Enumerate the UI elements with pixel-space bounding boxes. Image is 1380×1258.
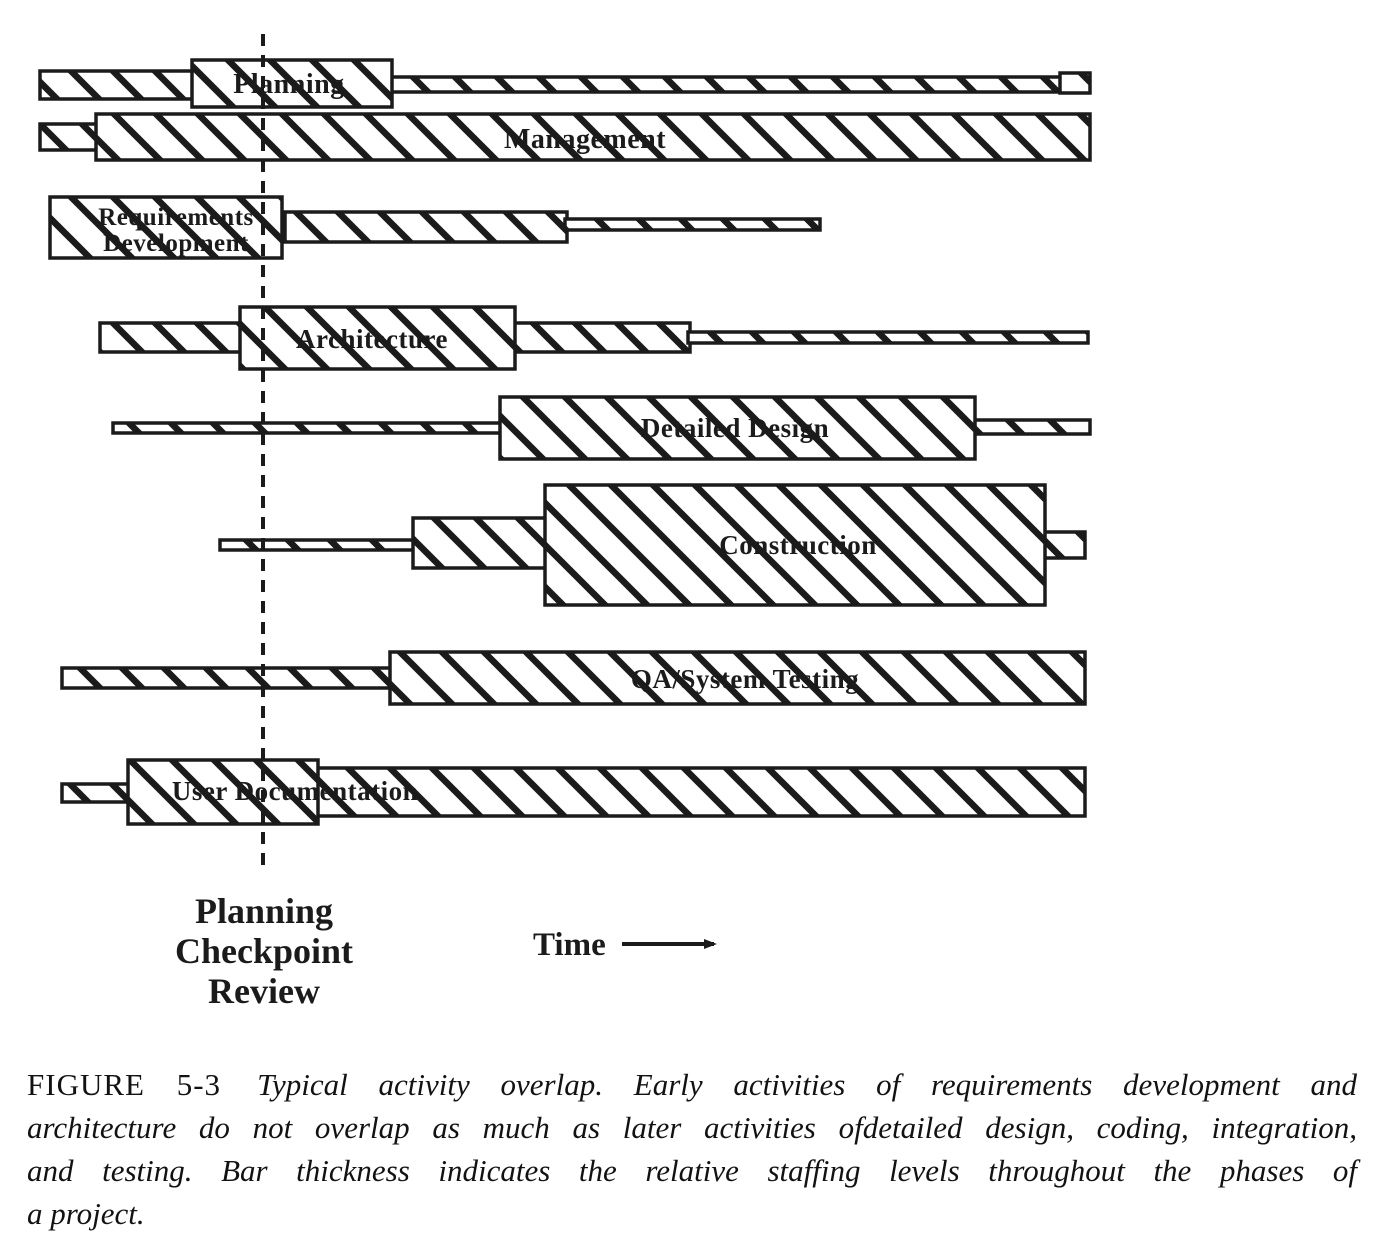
checkpoint-label-line: Planning: [194, 891, 334, 931]
activity-bar-segment: [688, 332, 1088, 343]
time-axis: [533, 927, 714, 963]
activity-label-qa-system-testing: QA/System Testing: [630, 664, 860, 694]
activity-bar-segment: [62, 784, 137, 802]
activity-label-management: Management: [503, 124, 667, 155]
activity-qa-system-testing: [62, 652, 1085, 704]
activity-user-documentation: [62, 760, 1085, 824]
activity-label-user-documentation: User Documentation: [171, 776, 419, 806]
activity-management: [40, 114, 1090, 160]
checkpoint-label-line: Checkpoint: [174, 931, 354, 971]
activity-label-planning: Planning: [233, 69, 345, 100]
activity-bars-layer: [40, 60, 1090, 824]
activity-architecture: [100, 307, 1088, 369]
activity-bar-segment: [1060, 73, 1090, 93]
activity-label-construction: Construction: [719, 530, 877, 560]
activity-bar-segment: [316, 768, 1085, 816]
planning-checkpoint-label: [175, 891, 353, 1011]
activity-label-requirements-development: Development: [103, 230, 249, 257]
activity-bar-segment: [973, 420, 1090, 434]
figure-caption: [27, 1063, 1357, 1235]
activity-bar-segment: [40, 71, 196, 99]
activity-bar-segment: [40, 124, 102, 150]
activity-bar-segment: [113, 423, 503, 433]
caption-line: and testing. Bar thickness indicates the relative staffing levels throughout the phases of: [27, 1153, 1357, 1188]
activity-bar-segment: [285, 212, 567, 242]
activity-bar-segment: [390, 77, 1062, 92]
activity-bar-segment: [220, 540, 420, 550]
activity-bar-segment: [413, 518, 558, 568]
activity-construction: [220, 485, 1085, 605]
caption-line: a project.: [27, 1196, 145, 1231]
caption-text: Typical activity overlap. Early activities of requirements development and: [257, 1067, 1357, 1102]
checkpoint-label-line: Review: [208, 971, 320, 1011]
time-axis-label: Time: [533, 927, 606, 963]
caption-line: architecture do not overlap as much as later activities ofdetailed design, coding, integration,: [27, 1110, 1357, 1145]
activity-detailed-design: [113, 397, 1090, 459]
activity-bar-segment: [513, 323, 690, 352]
activity-planning: [40, 60, 1090, 107]
activity-bar-segment: [1043, 532, 1085, 558]
activity-label-detailed-design: Detailed Design: [640, 413, 830, 443]
activity-label-architecture: Architecture: [296, 324, 448, 354]
activity-bar-segment: [62, 668, 392, 688]
activity-bar-segment: [100, 323, 243, 352]
activity-bar-segment: [565, 219, 820, 230]
figure-number-label: FIGURE 5-3: [27, 1067, 222, 1102]
activity-requirements-development: [50, 197, 820, 258]
activity-label-requirements-development: Requirements: [98, 204, 254, 231]
caption-line: [27, 1063, 1357, 1106]
